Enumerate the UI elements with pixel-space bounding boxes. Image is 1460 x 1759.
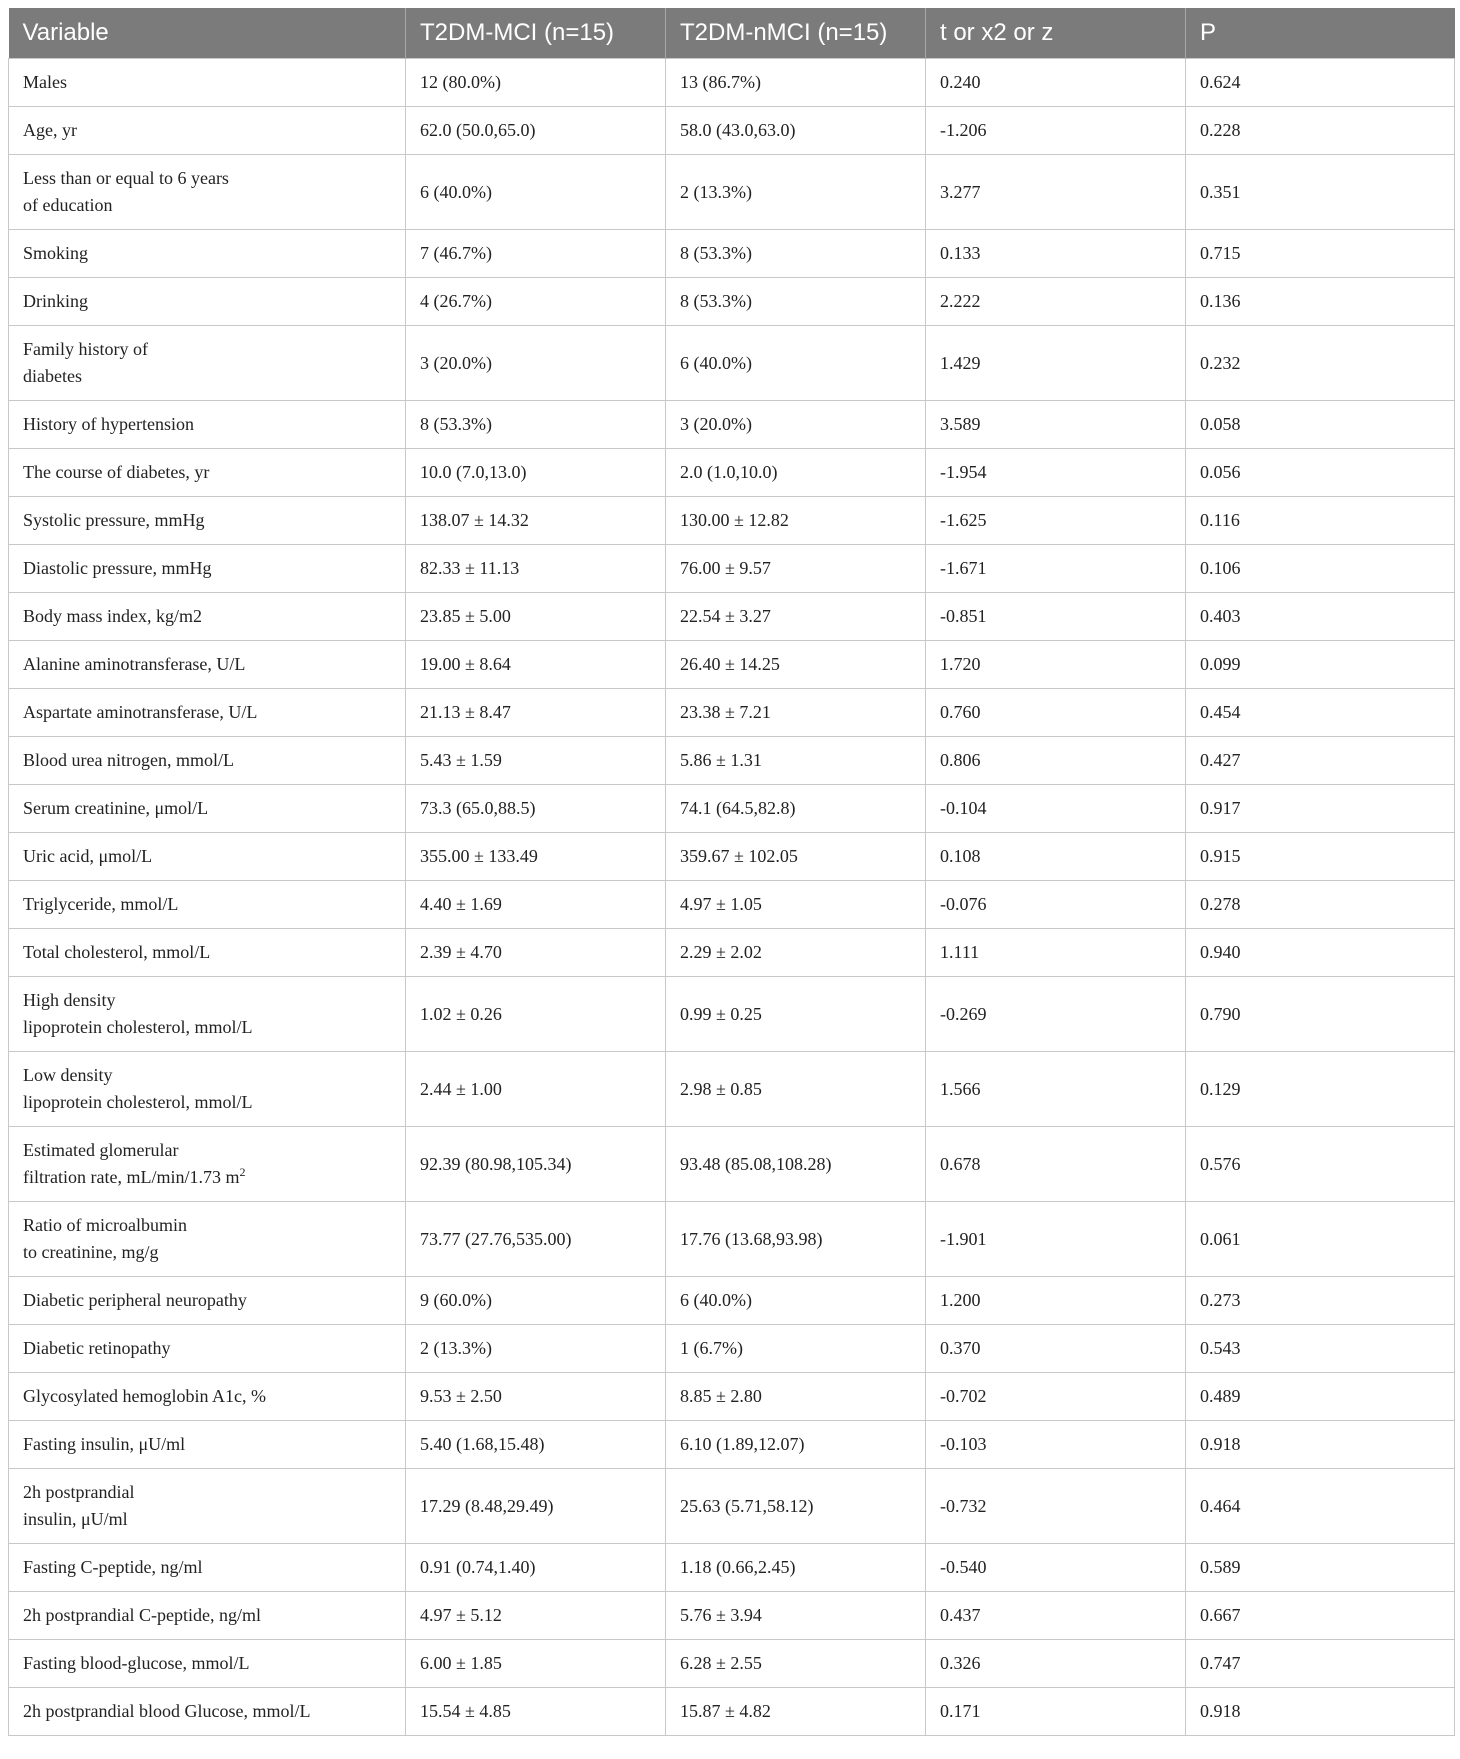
cell-t2dm-mci: 4.40 ± 1.69 (406, 881, 666, 929)
variable-line: High density (23, 990, 116, 1010)
cell-t2dm-nmci: 359.67 ± 102.05 (666, 833, 926, 881)
cell-p-value: 0.351 (1186, 155, 1455, 230)
cell-t2dm-nmci: 74.1 (64.5,82.8) (666, 785, 926, 833)
cell-t2dm-nmci: 3 (20.0%) (666, 401, 926, 449)
variable-line: filtration rate, mL/min/1.73 m (23, 1167, 240, 1187)
cell-statistic: 0.806 (926, 737, 1186, 785)
variable-line: History of hypertension (23, 414, 194, 434)
cell-t2dm-mci: 10.0 (7.0,13.0) (406, 449, 666, 497)
unit-superscript: 2 (239, 1165, 246, 1179)
cell-p-value: 0.464 (1186, 1469, 1455, 1544)
cell-p-value: 0.917 (1186, 785, 1455, 833)
variable-line: 2h postprandial C-peptide, ng/ml (23, 1605, 261, 1625)
cell-t2dm-nmci: 5.86 ± 1.31 (666, 737, 926, 785)
table-row (9, 59, 1455, 107)
header-p-value: P (1186, 8, 1455, 59)
table-row (9, 1202, 1455, 1277)
variable-line: Estimated glomerular (23, 1140, 179, 1160)
cell-t2dm-nmci: 8 (53.3%) (666, 278, 926, 326)
cell-statistic: 0.678 (926, 1127, 1186, 1202)
cell-variable (9, 1277, 406, 1325)
cell-statistic: -0.540 (926, 1544, 1186, 1592)
table-row (9, 1052, 1455, 1127)
variable-line: Glycosylated hemoglobin A1c, % (23, 1386, 266, 1406)
cell-t2dm-mci: 9.53 ± 2.50 (406, 1373, 666, 1421)
cell-t2dm-nmci: 8.85 ± 2.80 (666, 1373, 926, 1421)
cell-p-value: 0.667 (1186, 1592, 1455, 1640)
variable-line: of education (23, 195, 113, 215)
table-row (9, 833, 1455, 881)
cell-t2dm-nmci: 4.97 ± 1.05 (666, 881, 926, 929)
cell-statistic: 0.240 (926, 59, 1186, 107)
cell-t2dm-nmci: 22.54 ± 3.27 (666, 593, 926, 641)
cell-variable (9, 1325, 406, 1373)
variable-line: insulin, μU/ml (23, 1509, 128, 1529)
cell-variable (9, 977, 406, 1052)
cell-statistic: 2.222 (926, 278, 1186, 326)
cell-t2dm-nmci: 2 (13.3%) (666, 155, 926, 230)
cell-variable (9, 881, 406, 929)
cell-statistic: -0.076 (926, 881, 1186, 929)
table-row (9, 278, 1455, 326)
cell-variable (9, 689, 406, 737)
cell-t2dm-mci: 5.43 ± 1.59 (406, 737, 666, 785)
data-table (8, 8, 1455, 1736)
cell-p-value: 0.061 (1186, 1202, 1455, 1277)
cell-statistic: -1.954 (926, 449, 1186, 497)
cell-t2dm-mci: 21.13 ± 8.47 (406, 689, 666, 737)
cell-t2dm-nmci: 6.10 (1.89,12.07) (666, 1421, 926, 1469)
cell-p-value: 0.116 (1186, 497, 1455, 545)
table-row (9, 545, 1455, 593)
table-row (9, 401, 1455, 449)
cell-variable (9, 1127, 406, 1202)
cell-statistic: 0.326 (926, 1640, 1186, 1688)
cell-p-value: 0.918 (1186, 1688, 1455, 1736)
cell-p-value: 0.136 (1186, 278, 1455, 326)
table-row (9, 1325, 1455, 1373)
cell-p-value: 0.273 (1186, 1277, 1455, 1325)
variable-line: Systolic pressure, mmHg (23, 510, 205, 530)
table-row (9, 1640, 1455, 1688)
cell-p-value: 0.543 (1186, 1325, 1455, 1373)
table-row (9, 881, 1455, 929)
variable-line: Aspartate aminotransferase, U/L (23, 702, 258, 722)
table-row (9, 1421, 1455, 1469)
cell-p-value: 0.589 (1186, 1544, 1455, 1592)
table-row (9, 155, 1455, 230)
header-statistic: t or x2 or z (926, 8, 1186, 59)
cell-t2dm-mci: 355.00 ± 133.49 (406, 833, 666, 881)
cell-variable (9, 1688, 406, 1736)
header-t2dm-nmci: T2DM-nMCI (n=15) (666, 8, 926, 59)
cell-variable (9, 1640, 406, 1688)
variable-line: Diabetic peripheral neuropathy (23, 1290, 247, 1310)
variable-line: Uric acid, μmol/L (23, 846, 153, 866)
cell-variable (9, 326, 406, 401)
variable-line: Ratio of microalbumin (23, 1215, 187, 1235)
variable-line: Family history of (23, 339, 148, 359)
cell-statistic: -0.103 (926, 1421, 1186, 1469)
cell-t2dm-mci: 1.02 ± 0.26 (406, 977, 666, 1052)
cell-statistic: 0.370 (926, 1325, 1186, 1373)
cell-t2dm-mci: 12 (80.0%) (406, 59, 666, 107)
cell-p-value: 0.232 (1186, 326, 1455, 401)
table-row (9, 977, 1455, 1052)
variable-line: The course of diabetes, yr (23, 462, 210, 482)
cell-variable (9, 401, 406, 449)
variable-line: Age, yr (23, 120, 77, 140)
cell-t2dm-mci: 92.39 (80.98,105.34) (406, 1127, 666, 1202)
cell-variable (9, 1544, 406, 1592)
cell-p-value: 0.624 (1186, 59, 1455, 107)
cell-t2dm-nmci: 0.99 ± 0.25 (666, 977, 926, 1052)
table-row (9, 1544, 1455, 1592)
cell-statistic: -0.732 (926, 1469, 1186, 1544)
cell-p-value: 0.918 (1186, 1421, 1455, 1469)
table-row (9, 929, 1455, 977)
cell-statistic: 0.108 (926, 833, 1186, 881)
cell-p-value: 0.403 (1186, 593, 1455, 641)
variable-line: Drinking (23, 291, 88, 311)
table-row (9, 737, 1455, 785)
cell-statistic: 1.200 (926, 1277, 1186, 1325)
cell-t2dm-nmci: 8 (53.3%) (666, 230, 926, 278)
cell-t2dm-mci: 138.07 ± 14.32 (406, 497, 666, 545)
cell-variable (9, 1373, 406, 1421)
cell-statistic: 0.171 (926, 1688, 1186, 1736)
variable-line: to creatinine, mg/g (23, 1242, 159, 1262)
variable-line: Males (23, 72, 67, 92)
table-row (9, 1277, 1455, 1325)
variable-line: Diabetic retinopathy (23, 1338, 171, 1358)
cell-variable (9, 1052, 406, 1127)
cell-variable (9, 278, 406, 326)
cell-t2dm-nmci: 130.00 ± 12.82 (666, 497, 926, 545)
cell-t2dm-mci: 8 (53.3%) (406, 401, 666, 449)
cell-t2dm-nmci: 17.76 (13.68,93.98) (666, 1202, 926, 1277)
table-row (9, 107, 1455, 155)
cell-p-value: 0.129 (1186, 1052, 1455, 1127)
table-header (9, 8, 1455, 59)
variable-line: Serum creatinine, μmol/L (23, 798, 209, 818)
cell-t2dm-mci: 73.3 (65.0,88.5) (406, 785, 666, 833)
cell-statistic: 0.760 (926, 689, 1186, 737)
variable-line: Less than or equal to 6 years (23, 168, 229, 188)
cell-t2dm-nmci: 5.76 ± 3.94 (666, 1592, 926, 1640)
cell-statistic: 3.589 (926, 401, 1186, 449)
cell-p-value: 0.915 (1186, 833, 1455, 881)
cell-variable (9, 1421, 406, 1469)
cell-statistic: 1.111 (926, 929, 1186, 977)
table-row (9, 1127, 1455, 1202)
cell-t2dm-mci: 15.54 ± 4.85 (406, 1688, 666, 1736)
cell-t2dm-mci: 17.29 (8.48,29.49) (406, 1469, 666, 1544)
cell-statistic: 0.437 (926, 1592, 1186, 1640)
cell-statistic: -0.104 (926, 785, 1186, 833)
cell-t2dm-nmci: 1.18 (0.66,2.45) (666, 1544, 926, 1592)
cell-p-value: 0.715 (1186, 230, 1455, 278)
cell-t2dm-mci: 19.00 ± 8.64 (406, 641, 666, 689)
cell-t2dm-nmci: 13 (86.7%) (666, 59, 926, 107)
cell-t2dm-mci: 2.44 ± 1.00 (406, 1052, 666, 1127)
cell-variable (9, 929, 406, 977)
cell-t2dm-mci: 2.39 ± 4.70 (406, 929, 666, 977)
cell-statistic: -0.269 (926, 977, 1186, 1052)
cell-t2dm-nmci: 23.38 ± 7.21 (666, 689, 926, 737)
variable-line: Fasting blood-glucose, mmol/L (23, 1653, 250, 1673)
table-row (9, 641, 1455, 689)
cell-p-value: 0.940 (1186, 929, 1455, 977)
cell-t2dm-nmci: 26.40 ± 14.25 (666, 641, 926, 689)
cell-t2dm-mci: 7 (46.7%) (406, 230, 666, 278)
cell-t2dm-nmci: 6.28 ± 2.55 (666, 1640, 926, 1688)
cell-t2dm-mci: 6 (40.0%) (406, 155, 666, 230)
cell-statistic: -1.206 (926, 107, 1186, 155)
cell-p-value: 0.106 (1186, 545, 1455, 593)
cell-statistic: -1.625 (926, 497, 1186, 545)
cell-t2dm-mci: 0.91 (0.74,1.40) (406, 1544, 666, 1592)
cell-p-value: 0.278 (1186, 881, 1455, 929)
cell-t2dm-mci: 82.33 ± 11.13 (406, 545, 666, 593)
cell-t2dm-mci: 2 (13.3%) (406, 1325, 666, 1373)
cell-t2dm-mci: 62.0 (50.0,65.0) (406, 107, 666, 155)
table-row (9, 230, 1455, 278)
cell-t2dm-mci: 4.97 ± 5.12 (406, 1592, 666, 1640)
cell-t2dm-nmci: 58.0 (43.0,63.0) (666, 107, 926, 155)
cell-t2dm-mci: 73.77 (27.76,535.00) (406, 1202, 666, 1277)
cell-variable (9, 785, 406, 833)
header-row (9, 8, 1455, 59)
cell-variable (9, 545, 406, 593)
cell-variable (9, 107, 406, 155)
cell-p-value: 0.790 (1186, 977, 1455, 1052)
table-row (9, 497, 1455, 545)
variable-line: 2h postprandial blood Glucose, mmol/L (23, 1701, 311, 1721)
cell-variable (9, 59, 406, 107)
cell-statistic: -0.851 (926, 593, 1186, 641)
cell-variable (9, 641, 406, 689)
table-row (9, 449, 1455, 497)
variable-line: lipoprotein cholesterol, mmol/L (23, 1092, 253, 1112)
variable-line: Body mass index, kg/m2 (23, 606, 202, 626)
table-row (9, 326, 1455, 401)
table-row (9, 1592, 1455, 1640)
variable-line: 2h postprandial (23, 1482, 135, 1502)
cell-t2dm-mci: 4 (26.7%) (406, 278, 666, 326)
cell-t2dm-nmci: 2.0 (1.0,10.0) (666, 449, 926, 497)
cell-statistic: 1.429 (926, 326, 1186, 401)
cell-t2dm-nmci: 1 (6.7%) (666, 1325, 926, 1373)
cell-statistic: -1.671 (926, 545, 1186, 593)
cell-p-value: 0.576 (1186, 1127, 1455, 1202)
cell-p-value: 0.747 (1186, 1640, 1455, 1688)
cell-t2dm-mci: 23.85 ± 5.00 (406, 593, 666, 641)
cell-variable (9, 1202, 406, 1277)
cell-variable (9, 230, 406, 278)
cell-t2dm-nmci: 2.29 ± 2.02 (666, 929, 926, 977)
variable-line: lipoprotein cholesterol, mmol/L (23, 1017, 253, 1037)
cell-t2dm-nmci: 6 (40.0%) (666, 326, 926, 401)
cell-p-value: 0.454 (1186, 689, 1455, 737)
table-row (9, 593, 1455, 641)
cell-variable (9, 737, 406, 785)
variable-line: Fasting C-peptide, ng/ml (23, 1557, 203, 1577)
cell-p-value: 0.099 (1186, 641, 1455, 689)
cell-statistic: 1.720 (926, 641, 1186, 689)
table-body (9, 59, 1455, 1736)
variable-line: Alanine aminotransferase, U/L (23, 654, 246, 674)
cell-statistic: 0.133 (926, 230, 1186, 278)
table-row (9, 1688, 1455, 1736)
variable-line: Total cholesterol, mmol/L (23, 942, 211, 962)
cell-p-value: 0.058 (1186, 401, 1455, 449)
variable-line: diabetes (23, 366, 82, 386)
variable-line: Blood urea nitrogen, mmol/L (23, 750, 234, 770)
table-row (9, 689, 1455, 737)
cell-variable (9, 497, 406, 545)
table-row (9, 1469, 1455, 1544)
cell-variable (9, 1469, 406, 1544)
cell-t2dm-mci: 9 (60.0%) (406, 1277, 666, 1325)
cell-statistic: 3.277 (926, 155, 1186, 230)
cell-t2dm-nmci: 15.87 ± 4.82 (666, 1688, 926, 1736)
cell-t2dm-nmci: 93.48 (85.08,108.28) (666, 1127, 926, 1202)
cell-variable (9, 833, 406, 881)
cell-p-value: 0.489 (1186, 1373, 1455, 1421)
cell-statistic: -0.702 (926, 1373, 1186, 1421)
cell-t2dm-mci: 3 (20.0%) (406, 326, 666, 401)
header-t2dm-mci: T2DM-MCI (n=15) (406, 8, 666, 59)
cell-t2dm-nmci: 76.00 ± 9.57 (666, 545, 926, 593)
cell-variable (9, 593, 406, 641)
cell-variable (9, 449, 406, 497)
table-row (9, 1373, 1455, 1421)
table-row (9, 785, 1455, 833)
cell-t2dm-nmci: 6 (40.0%) (666, 1277, 926, 1325)
header-variable: Variable (9, 8, 406, 59)
cell-t2dm-nmci: 25.63 (5.71,58.12) (666, 1469, 926, 1544)
variable-line: Low density (23, 1065, 113, 1085)
cell-p-value: 0.427 (1186, 737, 1455, 785)
cell-statistic: 1.566 (926, 1052, 1186, 1127)
cell-t2dm-mci: 6.00 ± 1.85 (406, 1640, 666, 1688)
variable-line: Smoking (23, 243, 89, 263)
cell-t2dm-mci: 5.40 (1.68,15.48) (406, 1421, 666, 1469)
table-container (8, 8, 1454, 1736)
cell-statistic: -1.901 (926, 1202, 1186, 1277)
variable-line: Fasting insulin, μU/ml (23, 1434, 186, 1454)
variable-line: Diastolic pressure, mmHg (23, 558, 212, 578)
cell-t2dm-nmci: 2.98 ± 0.85 (666, 1052, 926, 1127)
cell-p-value: 0.228 (1186, 107, 1455, 155)
cell-variable (9, 155, 406, 230)
cell-p-value: 0.056 (1186, 449, 1455, 497)
cell-variable (9, 1592, 406, 1640)
variable-line: Triglyceride, mmol/L (23, 894, 179, 914)
